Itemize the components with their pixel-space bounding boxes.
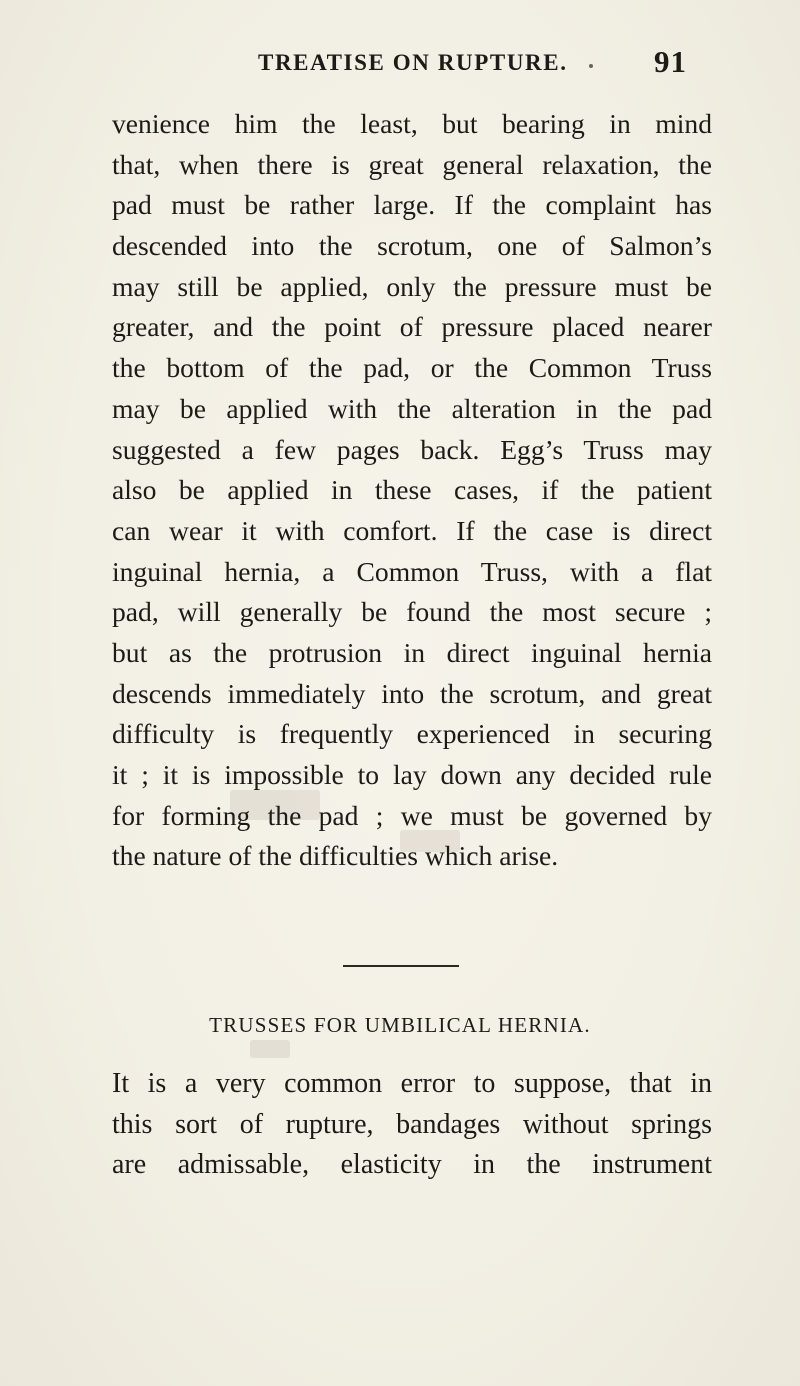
section-divider <box>343 965 459 967</box>
text-line: inguinal hernia, a Common Truss, with a flat <box>112 555 712 587</box>
text-line: venience him the least, but bearing in mind <box>112 108 712 139</box>
text-line: for forming the pad ; we must be governed by <box>112 799 712 831</box>
paper-stain <box>250 1040 290 1058</box>
text-line: It is a very common error to suppose, that in <box>112 1068 712 1099</box>
text-line: can wear it with comfort. If the case is direct <box>112 514 712 546</box>
section-paragraph <box>112 1064 712 1186</box>
text-line: descended into the scrotum, one of Salmon’s <box>112 230 712 262</box>
text-line: this sort of rupture, bandages without springs <box>112 1108 712 1140</box>
page-number: 91 <box>654 44 687 79</box>
text-line: difficulty is frequently experienced in securing <box>112 718 712 750</box>
text-line: descends immediately into the scrotum, and great <box>112 677 712 709</box>
section-heading: TRUSSES FOR UMBILICAL HERNIA. <box>209 1013 591 1037</box>
text-line: the bottom of the pad, or the Common Truss <box>112 352 712 384</box>
text-line: that, when there is great general relaxation, the <box>112 148 712 180</box>
text-line: greater, and the point of pressure placed nearer <box>112 311 712 343</box>
text-line: pad, will generally be found the most secure ; <box>112 596 712 628</box>
text-line: pad must be rather large. If the complaint has <box>112 189 712 221</box>
header-dot <box>589 64 593 68</box>
text-line: suggested a few pages back. Egg’s Truss may <box>112 433 712 465</box>
text-line: also be applied in these cases, if the patient <box>112 474 712 506</box>
body-paragraph <box>112 104 712 877</box>
text-line: but as the protrusion in direct inguinal hernia <box>112 636 712 668</box>
running-title: TREATISE ON RUPTURE. <box>258 50 568 75</box>
running-header <box>0 44 800 84</box>
text-line: may be applied with the alteration in the pad <box>112 392 712 424</box>
text-line: it ; it is impossible to lay down any decided rule <box>112 759 712 790</box>
text-line: the nature of the difficulties which arise. <box>112 840 559 872</box>
text-line: are admissable, elasticity in the instrument <box>112 1149 712 1180</box>
text-line: may still be applied, only the pressure must be <box>112 270 712 302</box>
